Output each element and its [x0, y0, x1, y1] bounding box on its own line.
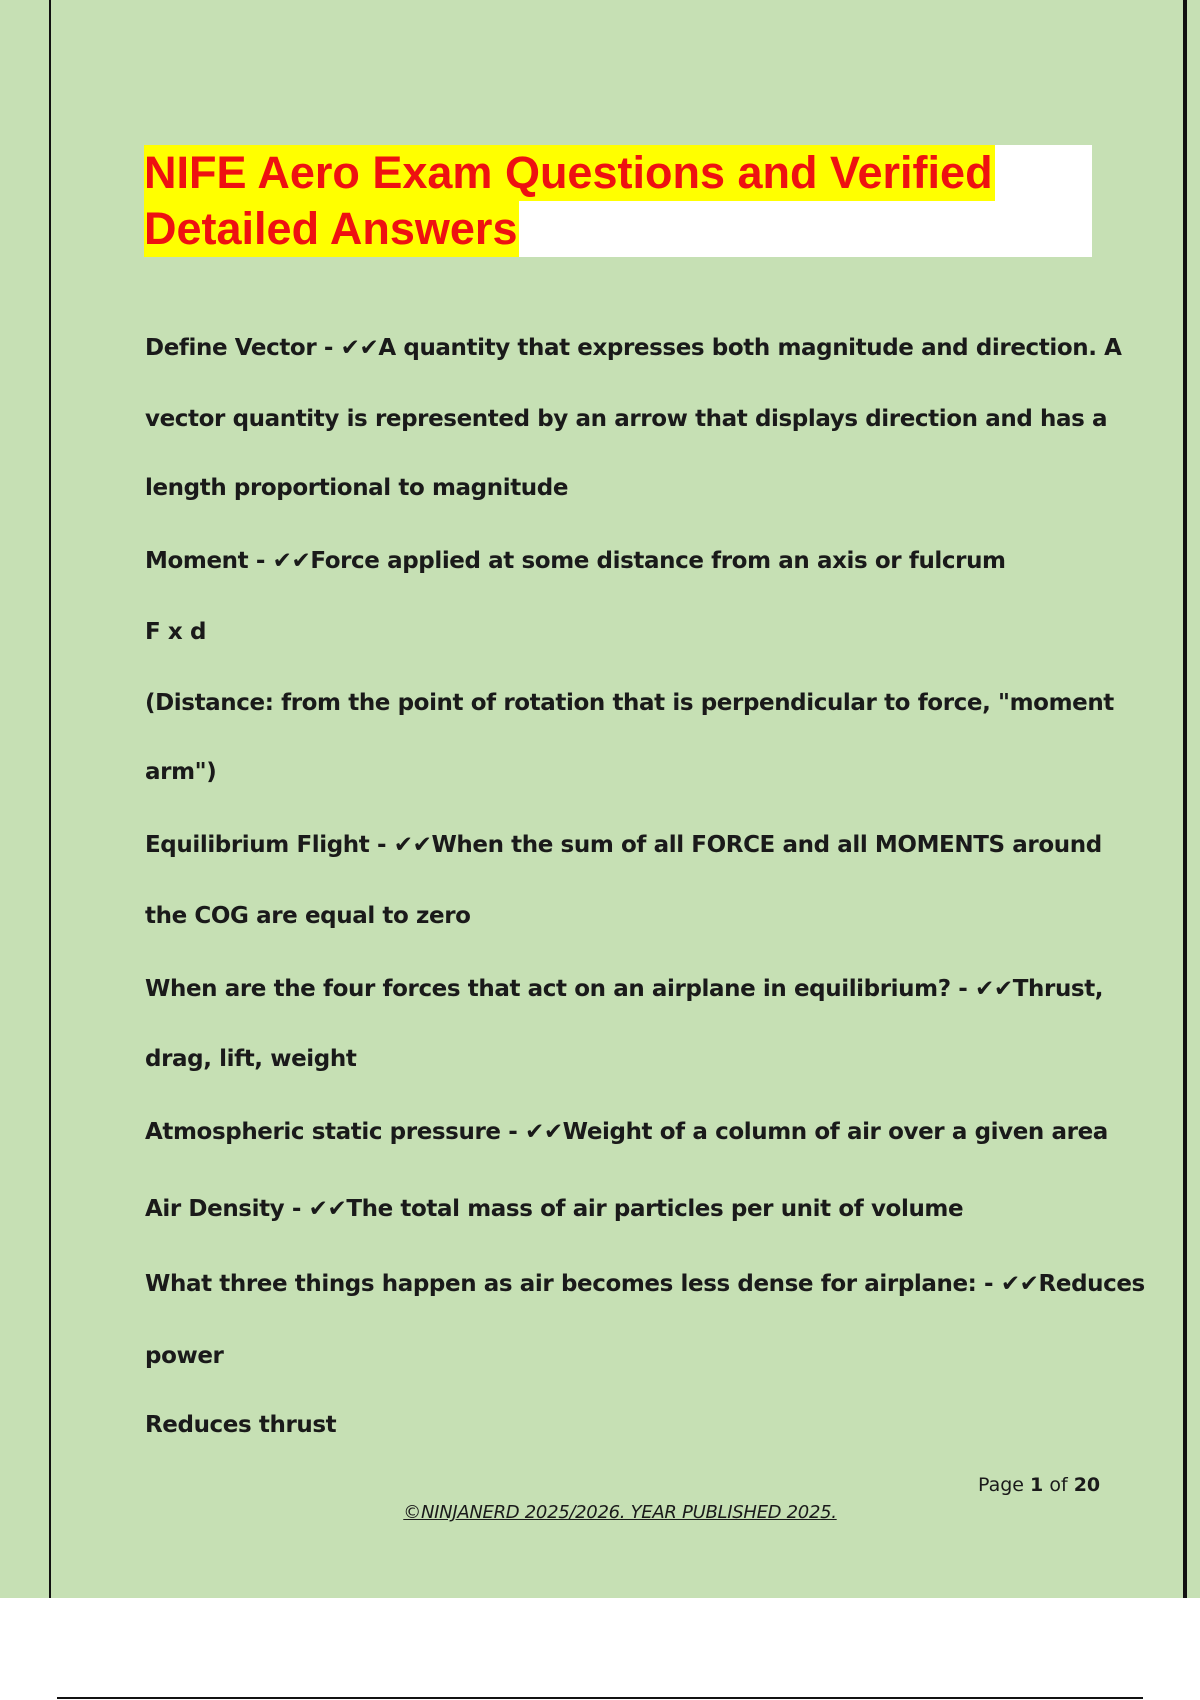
page-number-separator: of: [1043, 1474, 1074, 1496]
copyright-footer: ©NINJANERD 2025/2026. YEAR PUBLISHED 2025.: [403, 1502, 837, 1523]
body-line: the COG are equal to zero: [145, 903, 471, 929]
body-line: vector quantity is represented by an arrow that displays direction and has a: [145, 406, 1108, 432]
body-line: F x d: [145, 619, 207, 645]
body-line: length proportional to magnitude: [145, 475, 569, 501]
body-line: What three things happen as air becomes less dense for airplane: - ✔✔Reduces: [145, 1271, 1145, 1297]
bottom-divider: [57, 1697, 1143, 1699]
page-number: [978, 1473, 1100, 1497]
body-line: Atmospheric static pressure - ✔✔Weight of a column of air over a given area: [145, 1119, 1108, 1145]
body-line: power: [145, 1343, 224, 1369]
page-number-prefix: Page: [978, 1474, 1031, 1496]
body-line: (Distance: from the point of rotation that is perpendicular to force, "moment: [145, 690, 1114, 716]
page-number-total: 20: [1073, 1474, 1101, 1496]
document-title-line-2: Detailed Answers: [144, 201, 519, 257]
body-line: drag, lift, weight: [145, 1046, 357, 1072]
body-line: arm"): [145, 759, 217, 785]
page-left-border: [49, 0, 51, 1598]
body-line: Equilibrium Flight - ✔✔When the sum of all FORCE and all MOMENTS around: [145, 832, 1102, 858]
body-line: Reduces thrust: [145, 1412, 337, 1438]
document-title-line-1: NIFE Aero Exam Questions and Verified: [144, 145, 995, 201]
body-line: Define Vector - ✔✔A quantity that expresses both magnitude and direction. A: [145, 335, 1122, 361]
body-line: Moment - ✔✔Force applied at some distance from an axis or fulcrum: [145, 548, 1006, 574]
page-number-current: 1: [1030, 1474, 1044, 1496]
body-line: When are the four forces that act on an airplane in equilibrium? - ✔✔Thrust,: [145, 976, 1104, 1002]
body-line: Air Density - ✔✔The total mass of air particles per unit of volume: [145, 1196, 964, 1222]
page-right-border: [1183, 0, 1187, 1598]
